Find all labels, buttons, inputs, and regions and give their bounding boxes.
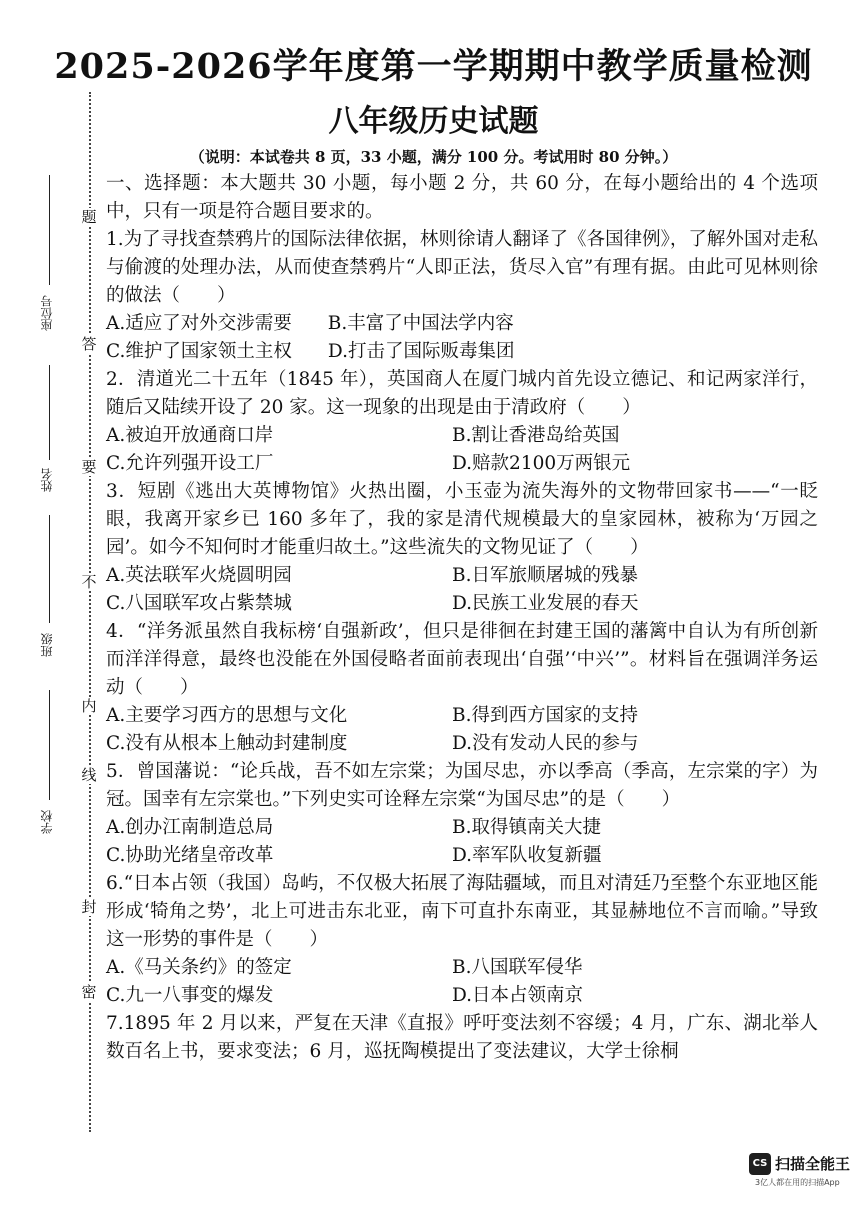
question-stem: 6.“日本占领（我国）岛屿，不仅极大拓展了海陆疆域，而且对清廷乃至整个东亚地区能形成‘犄角之势’，北上可进击东北亚，南下可直扑东南亚，其显赫地位不言而喻。”导致这一形势的事件是（ ）: [106, 873, 818, 950]
camscanner-logo-icon: CS: [749, 1153, 771, 1175]
seat-number-line: [49, 175, 50, 285]
answer-options: [106, 702, 818, 758]
answer-option: D.民族工业发展的春天: [452, 593, 639, 614]
question-item: [106, 478, 818, 618]
question-area: [106, 170, 818, 1066]
question-item: [106, 618, 818, 758]
answer-option: C.允许列强开设工厂: [106, 453, 274, 474]
answer-option: B.取得镇南关大捷: [452, 817, 601, 838]
seal-char: 题: [81, 208, 97, 226]
binding-dotted-line: [89, 92, 91, 1132]
answer-option: A.被迫开放通商口岸: [106, 425, 274, 446]
answer-options: [106, 310, 818, 366]
seat-number-field: [40, 175, 60, 365]
answer-option: D.赔款2100万两银元: [452, 453, 631, 474]
answer-option: A.适应了对外交涉需要: [106, 313, 292, 334]
answer-option: D.没有发动人民的参与: [452, 733, 639, 754]
question-stem: 7.1895 年 2 月以来，严复在天津《直报》呼吁变法刻不容缓；4 月，广东、湖北举人数百名上书，要求变法；6 月，巡抚陶模提出了变法建议，大学士徐桐: [106, 1013, 818, 1062]
name-line: [49, 365, 50, 460]
answer-option: A.英法联军火烧圆明园: [106, 565, 292, 586]
class-line: [49, 515, 50, 623]
question-item: [106, 870, 818, 1010]
question-stem: 3．短剧《逃出大英博物馆》火热出圈，小玉壶为流失海外的文物带回家书——“一眨眼，我离开家乡已 160 多年了，我的家是清代规模最大的皇家园林，被称为‘万园之园’。如今不知何时才能重归故土。”这些流失的文物见证了（ ）: [106, 481, 818, 558]
seal-char: 内: [81, 697, 97, 715]
answer-option: A.《马关条约》的签定: [106, 957, 292, 978]
name-label: 姓名: [40, 468, 54, 492]
seat-number-label: 座位号: [40, 295, 54, 331]
scanner-tagline: 3亿人都在用的扫描App: [755, 1178, 840, 1187]
school-line: [49, 690, 50, 800]
school-label: 学校: [40, 810, 54, 834]
answer-option: A.创办江南制造总局: [106, 817, 274, 838]
class-field: [40, 515, 60, 665]
seal-char: 答: [81, 335, 97, 353]
exam-instructions: （说明：本试卷共 8 页，33 小题，满分 100 分。考试用时 80 分钟。）: [189, 148, 678, 166]
answer-option: A.主要学习西方的思想与文化: [106, 705, 348, 726]
question-item: [106, 226, 818, 366]
question-item: [106, 366, 818, 478]
question-stem: 1.为了寻找查禁鸦片的国际法律依据，林则徐请人翻译了《各国律例》，了解外国对走私与偷渡的处理办法，从而使查禁鸦片“人即正法，货尽入官”有理有据。由此可见林则徐的做法（ ）: [106, 229, 818, 306]
answer-options: [106, 562, 818, 618]
question-stem: 2．清道光二十五年（1845 年），英国商人在厦门城内首先设立德记、和记两家洋行，随后又陆续开设了 20 家。这一现象的出现是由于清政府（ ）: [106, 369, 818, 418]
seal-char: 密: [81, 983, 97, 1001]
question-stem: 5．曾国藩说：“论兵战，吾不如左宗棠；为国尽忠，亦以季高（季高，左宗棠的字）为冠。国幸有左宗棠也。”下列史实可诠释左宗棠“为国尽忠”的是（ ）: [106, 761, 818, 810]
answer-option: D.日本占领南京: [452, 985, 584, 1006]
scanner-watermark: [749, 1151, 859, 1201]
answer-option: B.日军旅顺屠城的残暴: [452, 565, 638, 586]
answer-options: [106, 954, 818, 1010]
answer-option: D.率军队收复新疆: [452, 845, 602, 866]
class-label: 班级: [40, 633, 54, 657]
answer-options: [106, 422, 818, 478]
question-item: [106, 758, 818, 870]
answer-option: C.八国联军攻占紫禁城: [106, 593, 292, 614]
answer-option: C.九一八事变的爆发: [106, 985, 274, 1006]
question-item: [106, 1010, 818, 1066]
answer-option: C.协助光绪皇帝改革: [106, 845, 274, 866]
question-stem: 4．“洋务派虽然自我标榜‘自强新政’，但只是徘徊在封建王国的藩篱中自认为有所创新而洋洋得意，最终也没能在外国侵略者面前表现出‘自强’‘中兴’”。材料旨在强调洋务运动（ ）: [106, 621, 818, 698]
answer-option: B.割让香港岛给英国: [452, 425, 620, 446]
answer-option: B.得到西方国家的支持: [452, 705, 638, 726]
answer-option: D.打击了国际贩毒集团: [327, 341, 515, 362]
name-field: [40, 365, 60, 505]
scanner-app-name: 扫描全能王: [775, 1155, 851, 1173]
seal-char: 要: [81, 458, 97, 476]
school-field: [40, 690, 60, 850]
answer-option: C.维护了国家领土主权: [106, 341, 292, 362]
answer-option: B.八国联军侵华: [452, 957, 583, 978]
answer-options: [106, 814, 818, 870]
subject-title: 八年级历史试题: [328, 104, 539, 139]
seal-char: 封: [81, 898, 97, 916]
exam-title: 2025-2026学年度第一学期期中教学质量检测: [54, 46, 813, 87]
section-heading: 一、选择题：本大题共 30 小题，每小题 2 分，共 60 分，在每小题给出的 4 个选项中，只有一项是符合题目要求的。: [106, 173, 818, 222]
seal-char: 不: [81, 573, 97, 591]
seal-char: 线: [81, 766, 97, 784]
answer-option: B.丰富了中国法学内容: [327, 313, 514, 334]
answer-option: C.没有从根本上触动封建制度: [106, 733, 348, 754]
